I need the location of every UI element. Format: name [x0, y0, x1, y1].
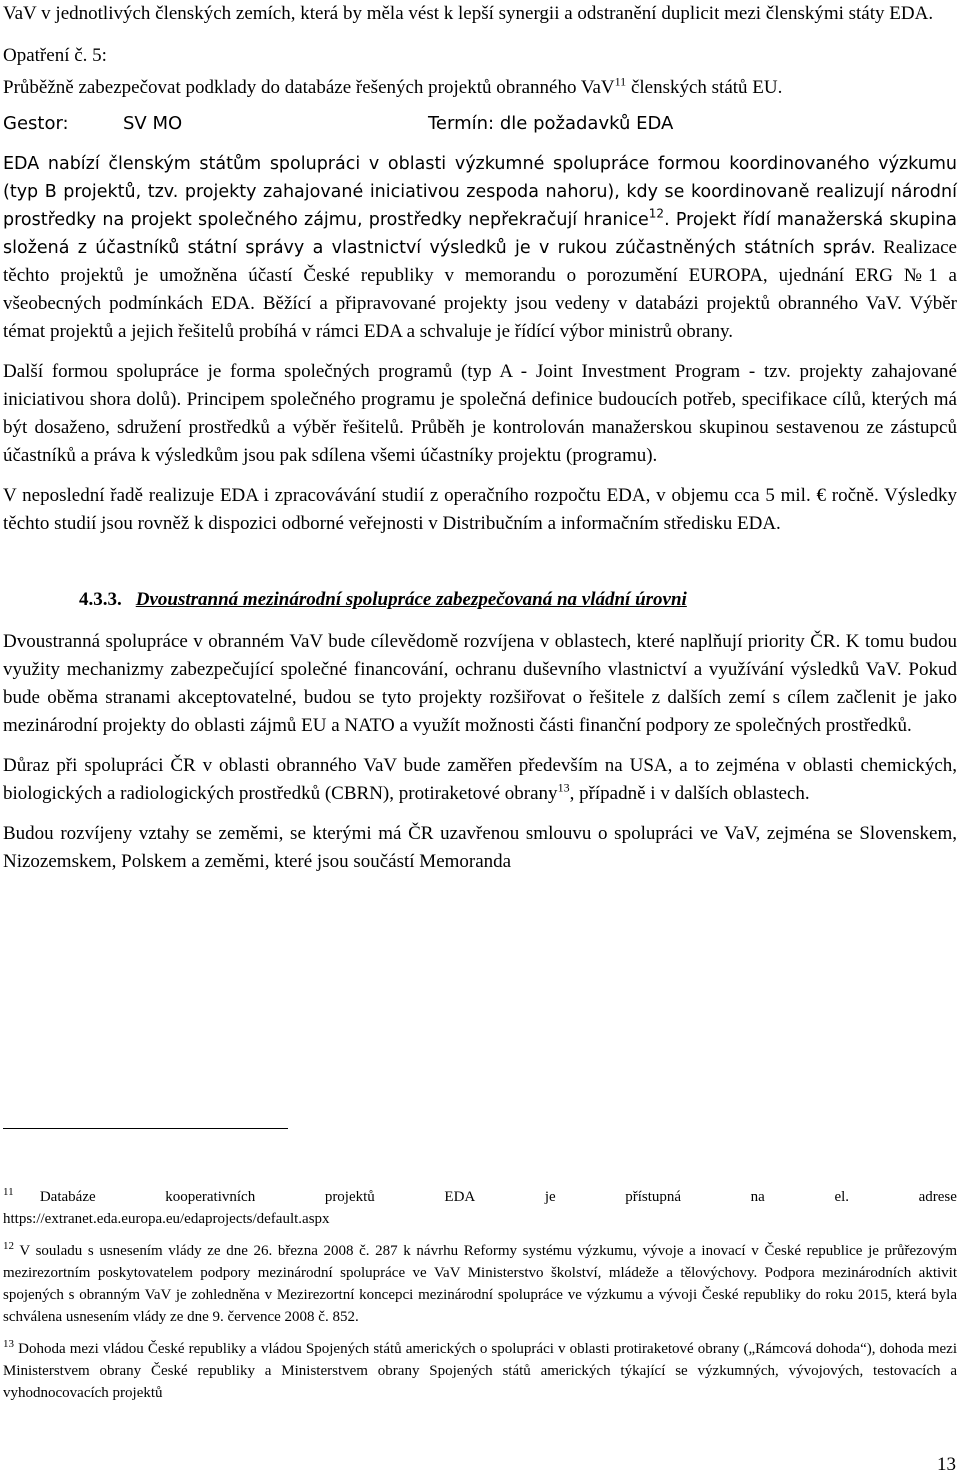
footnotes: [3, 1186, 957, 1404]
eda-text-c: Realizace těchto projektů je umožněna účastí České republiky v memorandu o porozumění EUROPA, ujednání ERG №1 a všeobecných podmínkách EDA. Běžící a připravované projekty jsou vedeny v databázi projektů obranného VaV. Výběr témat projektů a jejich řešitelů probíhá v rámci EDA a schvaluje je řídící výbor ministrů obrany.: [3, 237, 957, 342]
usa-text-b: , případně i v dalších oblastech.: [569, 783, 810, 804]
section-title: Dvoustranná mezinárodní spolupráce zabezpečovaná na vládní úrovni: [135, 589, 687, 610]
measure-text-after: členských států EU.: [626, 77, 783, 98]
footnote-ref-13[interactable]: 13: [557, 780, 570, 795]
footnote-11-word: EDA: [444, 1189, 476, 1205]
footnote-11-word: kooperativních: [165, 1189, 256, 1205]
measure-label: Opatření č. 5:: [3, 45, 107, 66]
gestor-value: SV MO: [123, 113, 183, 134]
footnote-12: [3, 1240, 957, 1328]
footnote-11-word: přístupná: [625, 1189, 682, 1205]
page-number: 13: [937, 1454, 956, 1475]
footnote-13-mark: 13: [3, 1338, 14, 1350]
bilateral-paragraph: Dvoustranná spolupráce v obranném VaV bude cílevědomě rozvíjena v oblastech, které naplňují priority ČR. K tomu budou využity mechanizmy zabezpečující společné financování, ochranu duševního vlastnictví a využívání výsledků VaV. Pokud bude oběma stranami akceptovatelné, budou se tyto projekty rozšiřovat o řešitele z dalších zemí s cílem začlenit je jako mezinárodní projekty do oblasti zájmů EU a NATO a využít možnosti části finanční podpory ze společných prostředků.: [3, 631, 957, 736]
footnote-11-word: je: [544, 1189, 556, 1205]
eda-paragraph: [3, 150, 957, 346]
footnote-11-word: adrese: [918, 1189, 957, 1205]
deadline: [428, 110, 673, 138]
gestor-label: Gestor:: [3, 113, 69, 134]
footnote-13-text: Dohoda mezi vládou České republiky a vládou Spojených států amerických o spolupráci v oblasti protiraketové obrany („Rámcová dohoda“), dohoda mezi Ministerstvem obrany České republiky a Ministerstvem obrany Spojených států amerických týkající se výzkumných, vývojových, testovacích a vyhodnocovacích projektů: [3, 1341, 958, 1401]
studies-paragraph: V neposlední řadě realizuje EDA i zpracovávání studií z operačního rozpočtu EDA, v objemu cca 5 mil. € ročně. Výsledky těchto studií jsou rovněž k dispozici odborné veřejnosti v Distribučním a informačním středisku EDA.: [3, 485, 957, 534]
measure-text-before: Průběžně zabezpečovat podklady do databáze řešených projektů obranného VaV: [3, 77, 615, 98]
eda-text-a: EDA nabízí členským státům spolupráci v oblasti výzkumné spolupráce formou koordinovaného výzkumu (typ B projektů, tzv. projekty zahajované iniciativou zespoda nahoru), kdy se koordinovaně realizují národní prostředky na projekt společného zájmu, prostředky nepřekračují hranice: [3, 154, 957, 230]
footnote-12-mark: 12: [3, 1240, 14, 1252]
document-page: [3, 0, 957, 876]
footnote-ref-12[interactable]: 12: [648, 206, 665, 221]
footnote-11-word: projektů: [324, 1189, 375, 1205]
usa-paragraph: [3, 752, 957, 808]
footnote-11-mark: 11: [3, 1186, 14, 1198]
measure-text: [3, 74, 957, 102]
footnote-11: [3, 1186, 957, 1230]
footnote-separator: [3, 1128, 288, 1129]
eda-text-b: . Projekt řídí manažerská skupina složená z účastníků státní správy a vlastnictví výsledků je v rukou zúčastněných státních správ.: [3, 210, 957, 258]
footnote-11-line: [3, 1186, 957, 1208]
footnote-ref-11[interactable]: 11: [614, 74, 627, 89]
relations-paragraph: Budou rozvíjeny vztahy se zeměmi, se kterými má ČR uzavřenou smlouvu o spolupráci ve VaV, zejména se Slovenskem, Nizozemskem, Polskem a zeměmi, které jsou součástí Memoranda: [3, 823, 957, 872]
section-number: 4.3.3.: [79, 589, 122, 610]
footnote-11-word: na: [750, 1189, 765, 1205]
deadline-label: Termín:: [428, 113, 495, 134]
usa-text-a: Důraz při spolupráci ČR v oblasti obranného VaV bude zaměřen především na USA, a to zejména v oblasti chemických, biologických a radiologických prostředků (CBRN), protiraketové obrany: [3, 755, 957, 804]
deadline-value: dle požadavků EDA: [499, 113, 674, 134]
footnote-12-text: V souladu s usnesením vlády ze dne 26. března 2008 č. 287 k návrhu Reformy systému výzkumu, vývoje a inovací v České republice je průřezovým mezirezortním poskytovatelem podpory mezinárodní spolupráce ve VaV Ministerstvo školství, mládeže a tělovýchovy. Podpora mezinárodních aktivit spojených s obranným VaV je zohledněna v Mezirezortní koncepci mezinárodní spolupráce ve výzkumu a vývoji České republiky do roku 2015, která byla schválena usnesením vlády ze dne 9. července 2008 č. 852.: [3, 1243, 958, 1325]
gestor-row: [3, 110, 957, 138]
footnote-11-word: $^{11}$ Databáze: [3, 1186, 96, 1205]
footnote-11-word: el.: [834, 1189, 850, 1205]
footnote-11-url[interactable]: https://extranet.eda.europa.eu/edaprojects/default.aspx: [3, 1211, 330, 1227]
section-heading: [79, 586, 957, 614]
joint-program-paragraph: Další formou spolupráce je forma společných programů (typ A - Joint Investment Program - tzv. projekty zahajované iniciativou shora dolů). Principem společného programu je společná definice budoucích potřeb, specifikace cílů, kterých má být dosaženo, sdružení prostředků a výběr řešitelů. Průběh je kontrolován manažerskou skupinou sestavenou ze zástupců účastníků a práva k výsledkům jsou pak sdílena všemi účastníky projektu (programu).: [3, 361, 957, 466]
intro-paragraph: VaV v jednotlivých členských zemích, která by měla vést k lepší synergii a odstranění duplicit mezi členskými státy EDA.: [3, 3, 934, 24]
footnote-13: [3, 1338, 957, 1404]
